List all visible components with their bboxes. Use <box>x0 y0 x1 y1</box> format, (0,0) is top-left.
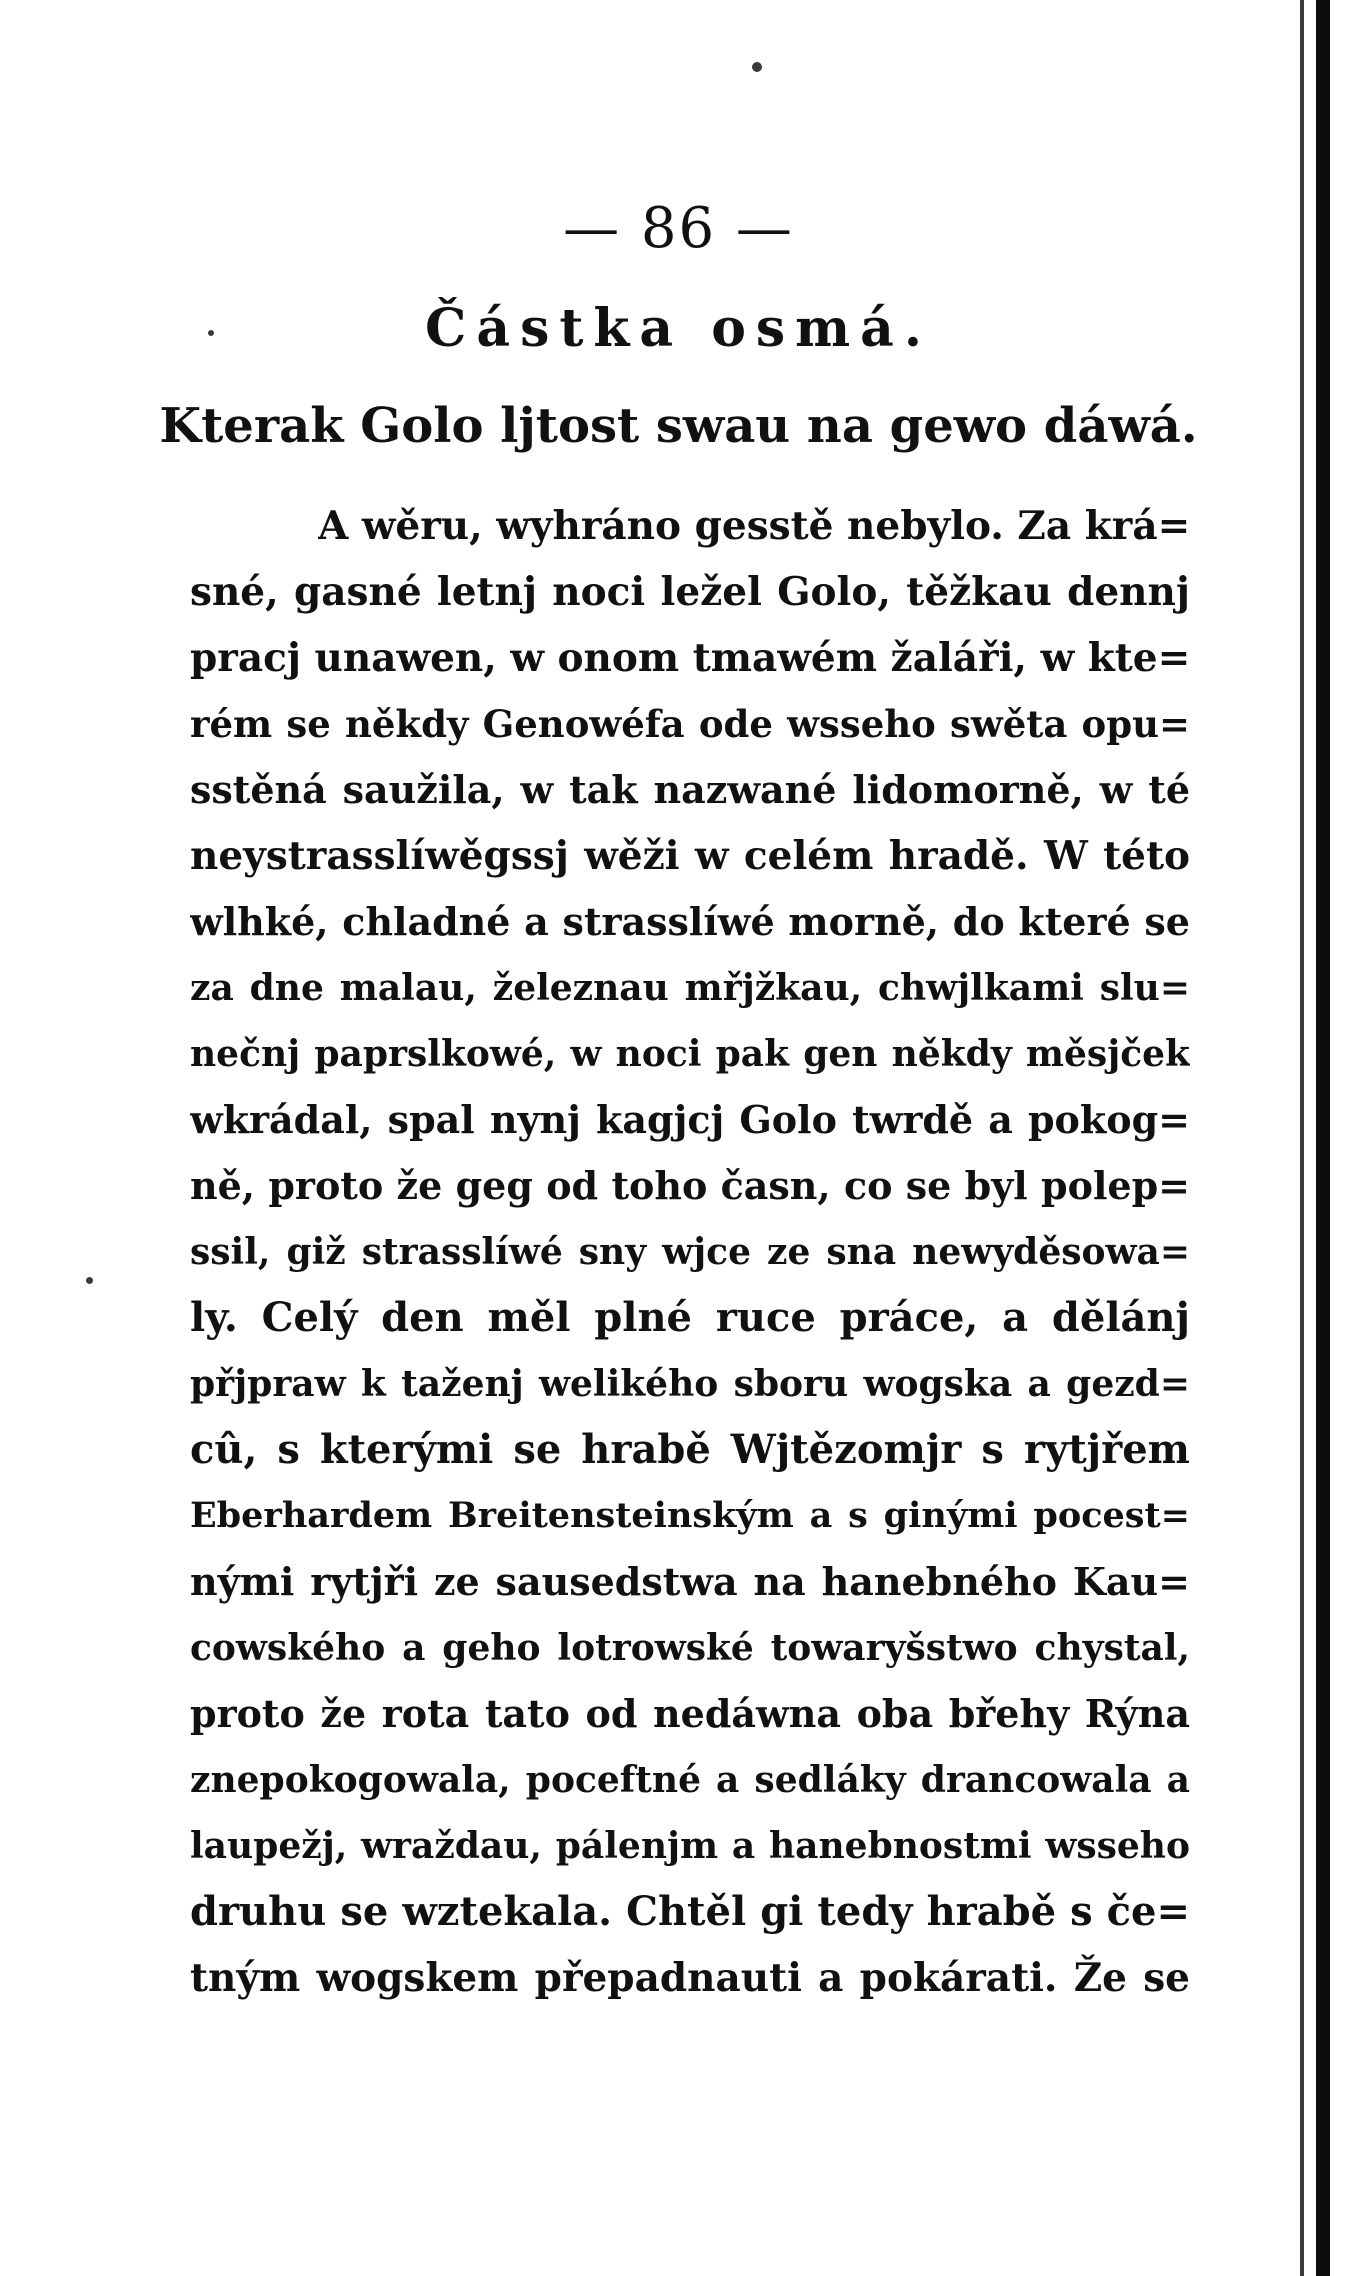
text-line: neystrasslíwěgssj wěži w celém hradě. W této <box>190 833 1190 879</box>
text-line: wkrádal, spal nynj kagjcj Golo twrdě a pokog= <box>190 1097 1190 1142</box>
text-line: wlhké, chladné a strasslíwé morně, do které se <box>190 899 1190 944</box>
text-line: A wěru, wyhráno gesstě nebylo. Za krá= <box>318 503 1190 549</box>
text-line: cû, s kterými se hrabě Wjtězomjr s rytjřem <box>190 1426 1190 1473</box>
text-line: sstěná saužila, w tak nazwané lidomorně, w té <box>190 767 1190 812</box>
text-line: proto že rota tato od nedáwna oba břehy Rýna <box>190 1691 1190 1736</box>
text-line: za dne malau, železnau mřjžkau, chwjlkami slu= <box>190 967 1190 1009</box>
ink-speck <box>752 62 762 72</box>
page-number: — 86 — <box>563 196 794 261</box>
text-line: druhu se wztekala. Chtěl gi tedy hrabě s če= <box>190 1888 1190 1935</box>
ink-speck <box>86 1277 93 1284</box>
text-line: nečnj paprslkowé, w noci pak gen někdy měsjček <box>190 1033 1190 1075</box>
text-line: ly. Celý den měl plné ruce práce, a dělánj <box>190 1294 1190 1341</box>
text-line: laupežj, wraždau, pálenjm a hanebnostmi wsseho <box>190 1825 1190 1867</box>
text-line: znepokogowala, poceftné a sedláky drancowala a <box>190 1759 1190 1801</box>
chapter-subtitle: Kterak Golo ljtost swau na gewo dáwá. <box>159 398 1198 454</box>
text-line: Eberhardem Breitensteinským a s ginými pocest= <box>190 1495 1190 1536</box>
text-line: ně, proto že geg od toho časn, co se byl polep= <box>190 1163 1190 1208</box>
text-line: ssil, giž strasslíwé sny wjce ze sna newyděsowa= <box>190 1231 1190 1273</box>
text-line: sné, gasné letnj noci ležel Golo, těžkau dennj <box>190 569 1190 615</box>
text-line: pracj unawen, w onom tmawém žaláři, w kte= <box>190 635 1190 681</box>
text-line: tným wogskem přepadnauti a pokárati. Že se <box>190 1955 1190 2001</box>
chapter-title: Částka osmá. <box>425 298 932 359</box>
text-line: rém se někdy Genowéfa ode wsseho swěta opu= <box>190 702 1190 746</box>
text-line: přjpraw k taženj welikého sboru wogska a gezd= <box>190 1363 1190 1405</box>
text-line: cowského a geho lotrowské towaryšstwo chystal, <box>190 1627 1190 1669</box>
text-line: nými rytjři ze sausedstwa na hanebného Kau= <box>190 1559 1190 1604</box>
